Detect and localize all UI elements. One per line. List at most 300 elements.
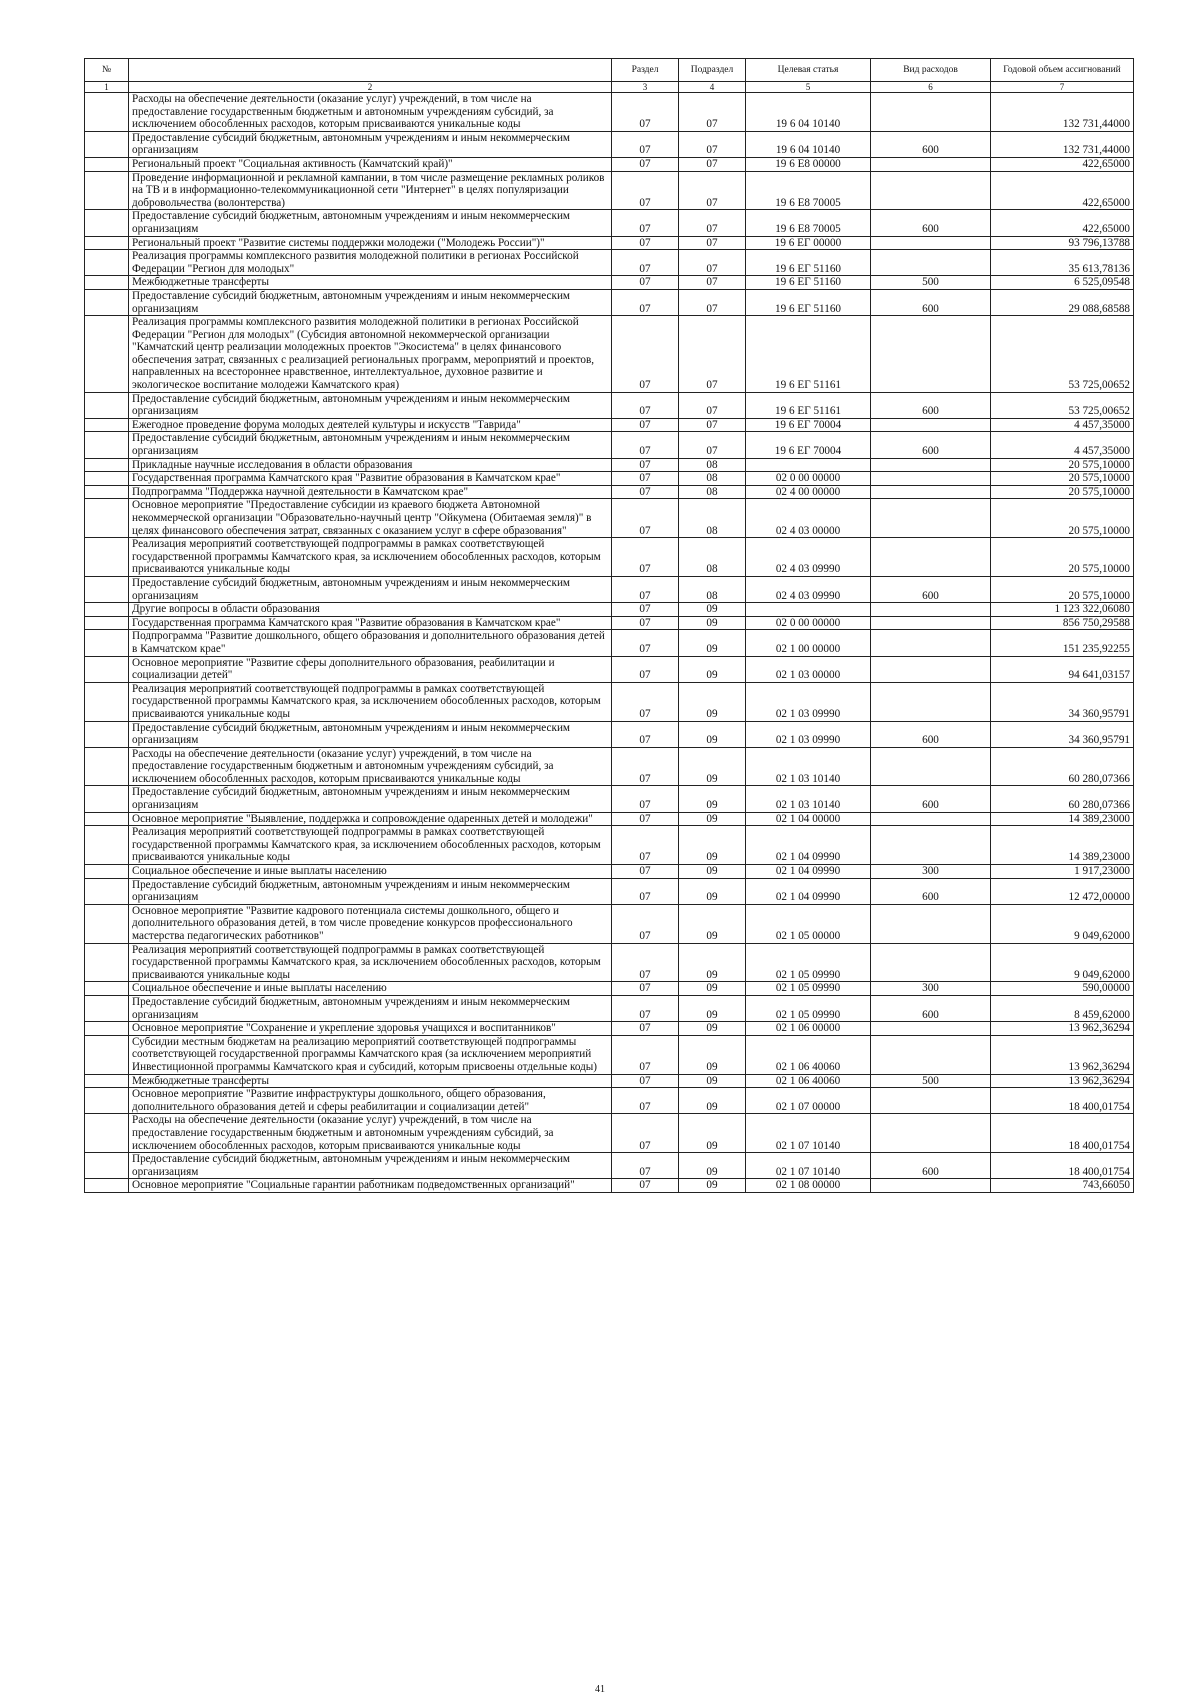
expense-name-cell: Предоставление субсидий бюджетным, автономным учреждениям и иным некоммерческим организациям (129, 1153, 612, 1179)
target-article-cell: 19 6 E8 70005 (746, 210, 871, 236)
expense-type-cell (871, 418, 991, 432)
podrazdel-cell: 09 (679, 982, 746, 996)
podrazdel-cell: 07 (679, 157, 746, 171)
target-article-cell: 02 1 03 09990 (746, 682, 871, 721)
expense-name-cell: Региональный проект "Развитие системы поддержки молодежи ("Молодежь России")" (129, 236, 612, 250)
expense-type-cell (871, 1114, 991, 1153)
expense-type-cell (871, 499, 991, 538)
row-number-cell (85, 1022, 129, 1036)
table-row (85, 1022, 1134, 1036)
header-name (129, 59, 612, 82)
table-row (85, 616, 1134, 630)
target-article-cell: 02 4 03 09990 (746, 576, 871, 602)
table-row (85, 786, 1134, 812)
expense-name-cell: Государственная программа Камчатского края "Развитие образования в Камчатском крае" (129, 616, 612, 630)
row-number-cell (85, 171, 129, 210)
table-row (85, 93, 1134, 132)
amount-cell: 34 360,95791 (991, 721, 1134, 747)
razdel-cell: 07 (612, 458, 679, 472)
podrazdel-cell: 08 (679, 538, 746, 577)
column-number-row (85, 82, 1134, 93)
row-number-cell (85, 1179, 129, 1193)
row-number-cell (85, 131, 129, 157)
podrazdel-cell: 09 (679, 682, 746, 721)
amount-cell: 20 575,10000 (991, 472, 1134, 486)
podrazdel-cell: 09 (679, 1088, 746, 1114)
expense-type-cell (871, 826, 991, 865)
podrazdel-cell: 09 (679, 1074, 746, 1088)
razdel-cell: 07 (612, 1022, 679, 1036)
amount-cell: 20 575,10000 (991, 458, 1134, 472)
amount-cell: 132 731,44000 (991, 93, 1134, 132)
row-number-cell (85, 236, 129, 250)
target-article-cell: 02 1 03 10140 (746, 747, 871, 786)
amount-cell: 13 962,36294 (991, 1022, 1134, 1036)
expense-type-cell (871, 656, 991, 682)
podrazdel-cell: 08 (679, 576, 746, 602)
razdel-cell: 07 (612, 131, 679, 157)
razdel-cell: 07 (612, 250, 679, 276)
expense-name-cell: Предоставление субсидий бюджетным, автономным учреждениям и иным некоммерческим организациям (129, 432, 612, 458)
razdel-cell: 07 (612, 236, 679, 250)
amount-cell: 856 750,29588 (991, 616, 1134, 630)
row-number-cell (85, 316, 129, 393)
podrazdel-cell: 07 (679, 250, 746, 276)
podrazdel-cell: 07 (679, 289, 746, 315)
table-row (85, 995, 1134, 1021)
table-row (85, 1035, 1134, 1074)
expense-name-cell: Ежегодное проведение форума молодых деятелей культуры и искусств "Таврида" (129, 418, 612, 432)
razdel-cell: 07 (612, 616, 679, 630)
expense-name-cell: Социальное обеспечение и иные выплаты населению (129, 865, 612, 879)
expense-name-cell: Предоставление субсидий бюджетным, автономным учреждениям и иным некоммерческим организациям (129, 878, 612, 904)
podrazdel-cell: 09 (679, 812, 746, 826)
row-number-cell (85, 538, 129, 577)
podrazdel-cell: 09 (679, 1114, 746, 1153)
expense-type-cell (871, 236, 991, 250)
podrazdel-cell: 09 (679, 721, 746, 747)
podrazdel-cell: 07 (679, 236, 746, 250)
razdel-cell: 07 (612, 603, 679, 617)
column-number: 1 (85, 82, 129, 93)
expense-type-cell (871, 616, 991, 630)
razdel-cell: 07 (612, 682, 679, 721)
expense-name-cell: Подпрограмма "Поддержка научной деятельности в Камчатском крае" (129, 485, 612, 499)
amount-cell: 34 360,95791 (991, 682, 1134, 721)
target-article-cell: 02 1 07 10140 (746, 1153, 871, 1179)
target-article-cell: 02 1 07 00000 (746, 1088, 871, 1114)
table-row (85, 656, 1134, 682)
expense-name-cell: Расходы на обеспечение деятельности (оказание услуг) учреждений, в том числе на предоставление государственным бюджетным и автономным учреждениям субсидий, за исключением обособленных расходов, которым присваиваются уникальные коды (129, 1114, 612, 1153)
row-number-cell (85, 682, 129, 721)
amount-cell: 1 917,23000 (991, 865, 1134, 879)
row-number-cell (85, 747, 129, 786)
razdel-cell: 07 (612, 904, 679, 943)
podrazdel-cell: 09 (679, 1153, 746, 1179)
expense-type-cell (871, 538, 991, 577)
amount-cell: 20 575,10000 (991, 538, 1134, 577)
podrazdel-cell: 09 (679, 747, 746, 786)
expense-name-cell: Предоставление субсидий бюджетным, автономным учреждениям и иным некоммерческим организациям (129, 576, 612, 602)
podrazdel-cell: 09 (679, 1035, 746, 1074)
expense-name-cell: Реализация мероприятий соответствующей подпрограммы в рамках соответствующей государственной программы Камчатского края, за исключением обособленных расходов, которым присваиваются уникальные коды (129, 538, 612, 577)
razdel-cell: 07 (612, 392, 679, 418)
row-number-cell (85, 865, 129, 879)
table-row (85, 1088, 1134, 1114)
razdel-cell: 07 (612, 576, 679, 602)
podrazdel-cell: 07 (679, 131, 746, 157)
table-row (85, 276, 1134, 290)
amount-cell: 60 280,07366 (991, 786, 1134, 812)
razdel-cell: 07 (612, 747, 679, 786)
target-article-cell: 02 1 06 00000 (746, 1022, 871, 1036)
podrazdel-cell: 07 (679, 171, 746, 210)
razdel-cell: 07 (612, 1088, 679, 1114)
razdel-cell: 07 (612, 982, 679, 996)
table-row (85, 1179, 1134, 1193)
razdel-cell: 07 (612, 538, 679, 577)
header-annual-amount: Годовой объем ассигнований (991, 59, 1134, 82)
expense-type-cell: 600 (871, 131, 991, 157)
expense-name-cell: Основное мероприятие "Развитие сферы дополнительного образования, реабилитации и социализации детей" (129, 656, 612, 682)
razdel-cell: 07 (612, 812, 679, 826)
podrazdel-cell: 07 (679, 276, 746, 290)
table-row (85, 878, 1134, 904)
header-expense-type: Вид расходов (871, 59, 991, 82)
amount-cell: 18 400,01754 (991, 1153, 1134, 1179)
row-number-cell (85, 904, 129, 943)
target-article-cell: 02 0 00 00000 (746, 616, 871, 630)
podrazdel-cell: 09 (679, 630, 746, 656)
expense-name-cell: Прикладные научные исследования в области образования (129, 458, 612, 472)
podrazdel-cell: 07 (679, 93, 746, 132)
razdel-cell: 07 (612, 786, 679, 812)
target-article-cell: 02 1 06 40060 (746, 1035, 871, 1074)
row-number-cell (85, 1114, 129, 1153)
razdel-cell: 07 (612, 995, 679, 1021)
expense-type-cell (871, 250, 991, 276)
expense-name-cell: Основное мероприятие "Выявление, поддержка и сопровождение одаренных детей и молодежи" (129, 812, 612, 826)
razdel-cell: 07 (612, 432, 679, 458)
expense-name-cell: Предоставление субсидий бюджетным, автономным учреждениям и иным некоммерческим организациям (129, 392, 612, 418)
row-number-cell (85, 392, 129, 418)
expense-type-cell (871, 316, 991, 393)
row-number-cell (85, 418, 129, 432)
expense-name-cell: Основное мероприятие "Социальные гарантии работникам подведомственных организаций" (129, 1179, 612, 1193)
podrazdel-cell: 08 (679, 472, 746, 486)
expense-name-cell: Расходы на обеспечение деятельности (оказание услуг) учреждений, в том числе на предоставление государственным бюджетным и автономным учреждениям субсидий, за исключением обособленных расходов, которым присваиваются уникальные коды (129, 93, 612, 132)
column-number: 6 (871, 82, 991, 93)
expense-name-cell: Реализация мероприятий соответствующей подпрограммы в рамках соответствующей государственной программы Камчатского края, за исключением обособленных расходов, которым присваиваются уникальные коды (129, 682, 612, 721)
expense-name-cell: Предоставление субсидий бюджетным, автономным учреждениям и иным некоммерческим организациям (129, 210, 612, 236)
amount-cell: 94 641,03157 (991, 656, 1134, 682)
target-article-cell: 02 1 05 00000 (746, 904, 871, 943)
row-number-cell (85, 472, 129, 486)
expense-type-cell (871, 485, 991, 499)
podrazdel-cell: 07 (679, 432, 746, 458)
expense-name-cell: Реализация программы комплексного развития молодежной политики в регионах Российской Федерации "Регион для молодых" (129, 250, 612, 276)
expense-name-cell: Региональный проект "Социальная активность (Камчатский край)" (129, 157, 612, 171)
table-row (85, 499, 1134, 538)
razdel-cell: 07 (612, 721, 679, 747)
podrazdel-cell: 09 (679, 616, 746, 630)
expense-type-cell: 500 (871, 276, 991, 290)
razdel-cell: 07 (612, 210, 679, 236)
podrazdel-cell: 08 (679, 485, 746, 499)
table-row (85, 472, 1134, 486)
table-row (85, 943, 1134, 982)
amount-cell: 20 575,10000 (991, 576, 1134, 602)
amount-cell: 35 613,78136 (991, 250, 1134, 276)
razdel-cell: 07 (612, 485, 679, 499)
expense-type-cell: 300 (871, 865, 991, 879)
expense-name-cell: Проведение информационной и рекламной кампании, в том числе размещение рекламных роликов на ТВ и в информационно-телекоммуникационной сети "Интернет" в целях популяризации добровольчества (волонтерства) (129, 171, 612, 210)
target-article-cell: 02 1 06 40060 (746, 1074, 871, 1088)
expense-type-cell (871, 1022, 991, 1036)
table-row (85, 236, 1134, 250)
expense-type-cell (871, 943, 991, 982)
target-article-cell: 19 6 E8 00000 (746, 157, 871, 171)
target-article-cell: 02 4 03 09990 (746, 538, 871, 577)
target-article-cell: 02 1 05 09990 (746, 995, 871, 1021)
podrazdel-cell: 09 (679, 1022, 746, 1036)
amount-cell: 14 389,23000 (991, 826, 1134, 865)
expense-type-cell: 600 (871, 576, 991, 602)
expense-name-cell: Подпрограмма "Развитие дошкольного, общего образования и дополнительного образования детей в Камчатском крае" (129, 630, 612, 656)
expense-name-cell: Социальное обеспечение и иные выплаты населению (129, 982, 612, 996)
expense-type-cell (871, 157, 991, 171)
amount-cell: 9 049,62000 (991, 904, 1134, 943)
table-row (85, 1153, 1134, 1179)
amount-cell: 60 280,07366 (991, 747, 1134, 786)
row-number-cell (85, 485, 129, 499)
amount-cell: 13 962,36294 (991, 1074, 1134, 1088)
table-row (85, 171, 1134, 210)
expense-name-cell: Основное мероприятие "Сохранение и укрепление здоровья учащихся и воспитанников" (129, 1022, 612, 1036)
amount-cell: 743,66050 (991, 1179, 1134, 1193)
amount-cell: 20 575,10000 (991, 485, 1134, 499)
podrazdel-cell: 09 (679, 1179, 746, 1193)
expense-type-cell (871, 747, 991, 786)
header-target-article: Целевая статья (746, 59, 871, 82)
expense-type-cell: 500 (871, 1074, 991, 1088)
target-article-cell: 19 6 ЕГ 70004 (746, 432, 871, 458)
target-article-cell: 19 6 04 10140 (746, 93, 871, 132)
expense-name-cell: Предоставление субсидий бюджетным, автономным учреждениям и иным некоммерческим организациям (129, 995, 612, 1021)
expense-type-cell (871, 630, 991, 656)
razdel-cell: 07 (612, 943, 679, 982)
header-row (85, 59, 1134, 82)
target-article-cell: 02 4 03 00000 (746, 499, 871, 538)
amount-cell: 9 049,62000 (991, 943, 1134, 982)
expense-name-cell: Реализация программы комплексного развития молодежной политики в регионах Российской Федерации "Регион для молодых" (Субсидия автономной некоммерческой организации "Камчатский центр реализации молодежных проектов "Экосистема" в целях финансового обеспечения затрат, связанных с реализацией региональных программ, мероприятий и проектов, направленных на всестороннее нравственное, интеллектуальное, духовное развитие и экологическое воспитание молодежи Камчатского края) (129, 316, 612, 393)
expense-name-cell: Межбюджетные трансферты (129, 1074, 612, 1088)
podrazdel-cell: 09 (679, 656, 746, 682)
amount-cell: 6 525,09548 (991, 276, 1134, 290)
table-row (85, 392, 1134, 418)
target-article-cell: 02 1 03 10140 (746, 786, 871, 812)
table-row (85, 747, 1134, 786)
amount-cell: 18 400,01754 (991, 1114, 1134, 1153)
expense-type-cell: 600 (871, 721, 991, 747)
expense-type-cell: 600 (871, 289, 991, 315)
table-row (85, 1114, 1134, 1153)
expense-type-cell (871, 1088, 991, 1114)
row-number-cell (85, 656, 129, 682)
header-podrazdel: Подраздел (679, 59, 746, 82)
target-article-cell: 19 6 ЕГ 51160 (746, 250, 871, 276)
row-number-cell (85, 982, 129, 996)
podrazdel-cell: 07 (679, 316, 746, 393)
table-row (85, 538, 1134, 577)
amount-cell: 53 725,00652 (991, 316, 1134, 393)
razdel-cell: 07 (612, 656, 679, 682)
expense-name-cell: Предоставление субсидий бюджетным, автономным учреждениям и иным некоммерческим организациям (129, 289, 612, 315)
expense-type-cell (871, 472, 991, 486)
row-number-cell (85, 1074, 129, 1088)
table-row (85, 682, 1134, 721)
amount-cell: 422,65000 (991, 157, 1134, 171)
target-article-cell: 19 6 04 10140 (746, 131, 871, 157)
table-row (85, 316, 1134, 393)
row-number-cell (85, 1035, 129, 1074)
podrazdel-cell: 09 (679, 865, 746, 879)
row-number-cell (85, 878, 129, 904)
expense-name-cell: Субсидии местным бюджетам на реализацию мероприятий соответствующей подпрограммы соответствующей государственной программы Камчатского края (за исключением мероприятий Инвестиционной программы Камчатского края и субсидий, которым присвоены отдельные коды) (129, 1035, 612, 1074)
expense-name-cell: Предоставление субсидий бюджетным, автономным учреждениям и иным некоммерческим организациям (129, 786, 612, 812)
budget-allocation-table (84, 58, 1134, 1193)
table-row (85, 812, 1134, 826)
expense-name-cell: Другие вопросы в области образования (129, 603, 612, 617)
target-article-cell: 02 1 04 09990 (746, 865, 871, 879)
razdel-cell: 07 (612, 1035, 679, 1074)
podrazdel-cell: 07 (679, 392, 746, 418)
table-row (85, 982, 1134, 996)
podrazdel-cell: 07 (679, 418, 746, 432)
row-number-cell (85, 576, 129, 602)
amount-cell: 4 457,35000 (991, 418, 1134, 432)
expense-name-cell: Основное мероприятие "Развитие инфраструктуры дошкольного, общего образования, дополнительного образования детей и сферы реабилитации и социализации детей" (129, 1088, 612, 1114)
header-number: № (85, 59, 129, 82)
expense-type-cell (871, 458, 991, 472)
column-number: 4 (679, 82, 746, 93)
table-row (85, 289, 1134, 315)
podrazdel-cell: 09 (679, 943, 746, 982)
target-article-cell: 19 6 ЕГ 51160 (746, 276, 871, 290)
target-article-cell: 19 6 E8 70005 (746, 171, 871, 210)
expense-type-cell (871, 603, 991, 617)
row-number-cell (85, 786, 129, 812)
table-row (85, 721, 1134, 747)
expense-name-cell: Реализация мероприятий соответствующей подпрограммы в рамках соответствующей государственной программы Камчатского края, за исключением обособленных расходов, которым присваиваются уникальные коды (129, 943, 612, 982)
target-article-cell: 19 6 ЕГ 51161 (746, 316, 871, 393)
table-row (85, 157, 1134, 171)
target-article-cell: 02 1 00 00000 (746, 630, 871, 656)
column-number: 3 (612, 82, 679, 93)
table-row (85, 865, 1134, 879)
row-number-cell (85, 943, 129, 982)
amount-cell: 8 459,62000 (991, 995, 1134, 1021)
column-number: 5 (746, 82, 871, 93)
target-article-cell: 02 1 03 09990 (746, 721, 871, 747)
row-number-cell (85, 603, 129, 617)
expense-name-cell: Основное мероприятие "Предоставление субсидии из краевого бюджета Автономной некоммерческой организации "Образовательно-научный центр "Ойкумена (Обитаемая земля)" в целях финансового обеспечения затрат, связанных с оказанием услуг в сфере образования" (129, 499, 612, 538)
expense-name-cell: Межбюджетные трансферты (129, 276, 612, 290)
table-row (85, 630, 1134, 656)
expense-name-cell: Предоставление субсидий бюджетным, автономным учреждениям и иным некоммерческим организациям (129, 721, 612, 747)
table-row (85, 131, 1134, 157)
table-row (85, 603, 1134, 617)
razdel-cell: 07 (612, 826, 679, 865)
razdel-cell: 07 (612, 276, 679, 290)
target-article-cell: 02 1 05 09990 (746, 943, 871, 982)
row-number-cell (85, 995, 129, 1021)
target-article-cell: 02 4 00 00000 (746, 485, 871, 499)
expense-type-cell (871, 1035, 991, 1074)
target-article-cell: 02 1 03 00000 (746, 656, 871, 682)
expense-type-cell: 300 (871, 982, 991, 996)
row-number-cell (85, 250, 129, 276)
podrazdel-cell: 08 (679, 458, 746, 472)
target-article-cell: 02 1 04 09990 (746, 826, 871, 865)
amount-cell: 12 472,00000 (991, 878, 1134, 904)
amount-cell: 93 796,13788 (991, 236, 1134, 250)
expense-type-cell (871, 171, 991, 210)
target-article-cell: 19 6 ЕГ 51160 (746, 289, 871, 315)
amount-cell: 20 575,10000 (991, 499, 1134, 538)
expense-type-cell (871, 1179, 991, 1193)
expense-type-cell: 600 (871, 392, 991, 418)
podrazdel-cell: 07 (679, 210, 746, 236)
expense-name-cell: Предоставление субсидий бюджетным, автономным учреждениям и иным некоммерческим организациям (129, 131, 612, 157)
expense-type-cell: 600 (871, 432, 991, 458)
table-row (85, 418, 1134, 432)
razdel-cell: 07 (612, 289, 679, 315)
row-number-cell (85, 1153, 129, 1179)
amount-cell: 132 731,44000 (991, 131, 1134, 157)
row-number-cell (85, 1088, 129, 1114)
row-number-cell (85, 210, 129, 236)
table-row (85, 432, 1134, 458)
target-article-cell: 02 1 05 09990 (746, 982, 871, 996)
table-row (85, 904, 1134, 943)
amount-cell: 151 235,92255 (991, 630, 1134, 656)
podrazdel-cell: 09 (679, 786, 746, 812)
expense-type-cell (871, 812, 991, 826)
expense-type-cell: 600 (871, 1153, 991, 1179)
razdel-cell: 07 (612, 93, 679, 132)
expense-name-cell: Основное мероприятие "Развитие кадрового потенциала системы дошкольного, общего и дополнительного образования детей, в том числе проведение конкурсов профессионального мастерства педагогических работников" (129, 904, 612, 943)
razdel-cell: 07 (612, 157, 679, 171)
row-number-cell (85, 616, 129, 630)
table-row (85, 250, 1134, 276)
row-number-cell (85, 276, 129, 290)
table-body (85, 59, 1134, 1193)
target-article-cell: 02 1 08 00000 (746, 1179, 871, 1193)
row-number-cell (85, 93, 129, 132)
expense-name-cell: Расходы на обеспечение деятельности (оказание услуг) учреждений, в том числе на предоставление государственным бюджетным и автономным учреждениям субсидий, за исключением обособленных расходов, которым присваиваются уникальные коды (129, 747, 612, 786)
row-number-cell (85, 812, 129, 826)
table-row (85, 210, 1134, 236)
amount-cell: 18 400,01754 (991, 1088, 1134, 1114)
row-number-cell (85, 157, 129, 171)
amount-cell: 1 123 322,06080 (991, 603, 1134, 617)
target-article-cell: 02 1 07 10140 (746, 1114, 871, 1153)
razdel-cell: 07 (612, 1074, 679, 1088)
expense-type-cell: 600 (871, 210, 991, 236)
expense-name-cell: Государственная программа Камчатского края "Развитие образования в Камчатском крае" (129, 472, 612, 486)
razdel-cell: 07 (612, 1114, 679, 1153)
